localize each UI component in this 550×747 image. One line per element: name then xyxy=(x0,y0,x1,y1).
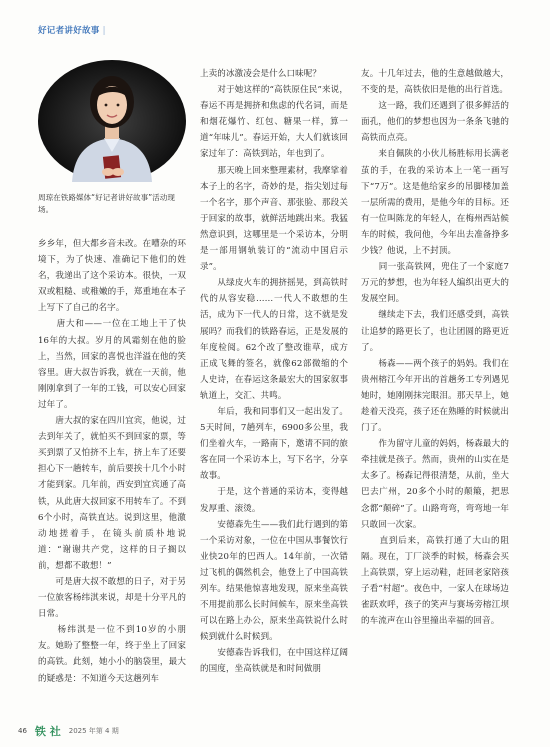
paragraph: 安德森先生——我们此行遇到的第一个采访对象，一位在中国从事餐饮行业快20年的巴西人。14年前，一次错过飞机的偶然机会，他登上了中国高铁列车。结果他惊喜地发现，原来坐高铁不用提前那么长时间候车，原来坐高铁可以在路上办公，原来坐高铁说什么时候到就什么时候到。 xyxy=(200,519,348,643)
section-title: 好记者讲好故事 xyxy=(38,26,100,36)
paragraph: 杨纬淇是一位不到10岁的小朋友。她盼了整整一年，终于坐上了回家的高铁。此刻，她小小的脑袋里，最大的疑惑是：不知道今天这趟列车 xyxy=(38,625,186,684)
paragraph: 对于她这样的“高铁原住民”来说，春运不再是拥挤和焦虑的代名词，而是和烟花爆竹、红包、糖果一样，算一道“年味儿”。春运开始，大人们就该回家过年了：高铁到站，年也到了。 xyxy=(200,85,348,160)
paragraph: 乡乡年，但大都乡音未改。在嘈杂的环境下，为了快速、准确记下他们的姓名，我递出了这个采访本。很快，一双双或粗糙、或稚嫩的手，郑重地在本子上写下了自己的名字。 xyxy=(38,239,186,314)
paragraph: 上卖的冰激凌会是什么口味呢？ xyxy=(200,69,322,79)
paragraph: 唐大叔的家在四川宜宾，他说，过去到年关了，就怕买不到回家的票，等买到票了又怕挤不上车，挤上车了还要担心下一趟转车，前后要挨十几个小时才能到家。几年前，西安到宜宾通了高铁，从此唐大叔回家不用转车了。不到6个小时，高铁直达。说到这里，他激动地搓着手，在镜头前质朴地说道：“谢谢共产党，这样的日子搁以前，想都不敢想！” xyxy=(38,416,186,571)
text-column-3 xyxy=(361,66,509,629)
text-column-2 xyxy=(200,66,348,678)
page-footer xyxy=(18,723,119,739)
paragraph: 于是，这个普通的采访本，变得越发厚重、滚烫。 xyxy=(200,487,348,514)
paragraph: 杨森——两个孩子的妈妈。我们在贵州榕江今年开出的首趟务工专列遇见她时，她刚刚抹完眼泪。那天早上，她趁着天没亮，孩子还在熟睡的时候就出门了。 xyxy=(361,358,509,434)
paragraph: 可是唐大叔不敢想的日子，对于另一位旅客杨纬淇来说，却是十分平凡的日常。 xyxy=(38,576,186,620)
paragraph: 那天晚上回来整理素材，我摩挲着本子上的名字，奇妙的是，指尖划过每一个名字，那个声音、那张脸、那段关于回家的故事，就鲜活地跳出来。我猛然意识到，这哪里是一个采访本，分明是一部用钢轨装订的“流动中国启示录”。 xyxy=(200,165,348,273)
section-header xyxy=(38,24,106,36)
page-number: 46 xyxy=(18,727,27,735)
issue-label: 2025 年第 4 期 xyxy=(68,727,119,735)
paragraph: 作为留守儿童的妈妈，杨森最大的牵挂就是孩子。然而，贵州的山实在是太多了。杨森记得很清楚，从前，坐大巴去广州，20多个小时的颠簸，把思念都“颠碎”了。山路弯弯，弯弯地一年只敢回一次家。 xyxy=(361,439,509,530)
paragraph: 继续走下去，我们还感受到，高铁让追梦的路更长了，也让团圆的路更近了。 xyxy=(361,310,509,353)
portrait-photo xyxy=(38,60,186,182)
paragraph: 直到后来，高铁打通了大山的阻隔。现在，丁厂淡季的时候，杨森会买上高铁票，穿上运动鞋，赶回老家陪孩子看“村超”。夜色中，一家人在球场边雀跃欢呼，孩子的笑声与赛场旁榕江坝的车流声在山谷里撞出幸福的回音。 xyxy=(361,535,509,627)
paragraph: 友。十几年过去，他的生意越做越大，不变的是，高铁依旧是他的出行首选。 xyxy=(361,69,509,96)
paragraph: 同一张高铁网，兜住了一个家庭7万元的梦想，也为年轻人编织出更大的发展空间。 xyxy=(361,262,509,305)
paragraph: 这一路，我们还遇到了很多鲜活的面孔，他们的梦想也因为一条条飞驰的高铁而点亮。 xyxy=(361,101,509,144)
paragraph: 唐大和——一位在工地上干了快16年的大叔。岁月的风霜刻在他的脸上，当然，回家的喜悦也洋溢在他的笑容里。唐大叔告诉我，就在一天前，他刚刚拿到了一年的工钱，可以安心回家过年了。 xyxy=(38,319,186,410)
photo-caption: 周琼在铁路媒体“好记者讲好故事”活动现场。 xyxy=(38,193,175,214)
text-column-1 xyxy=(38,236,186,687)
header-divider: | xyxy=(102,26,106,36)
paragraph: 从绿皮火车的拥挤摇晃，到高铁时代的从容安稳……一代人不敢想的生活，成为下一代人的日常，这不就是发展吗？而我们的铁路春运，正是发展的年度检阅。62个改了整改谁草，成方正成飞舞的签名，就像62部微缩的个人史诗，在春运这条最宏大的国家叙事轨道上，交汇、共鸣。 xyxy=(200,278,348,401)
magazine-logo: 铁 社 xyxy=(34,725,61,738)
paragraph: 来自佩陕的小伙儿杨胜标用长满老茧的手，在我的采访本上一笔一画写下“7万”。这是他给家乡的吊脚楼加盖一层所需的费用，是他今年的目标。还有一位叫陈龙的年轻人，在梅州西站候车的时候，我问他，今年出去准备挣多少钱？他说，上不封顶。 xyxy=(361,149,509,257)
paragraph: 安德森告诉我们，在中国这样辽阔的国度，坐高铁就是和时间做朋 xyxy=(200,648,348,675)
paragraph: 年后，我和同事们又一起出发了。5天时间，7趟列车，6900多公里，我们坐着火车，一路南下，邀请不同的旅客在同一个采访本上，写下名字，分享故事。 xyxy=(200,406,348,482)
